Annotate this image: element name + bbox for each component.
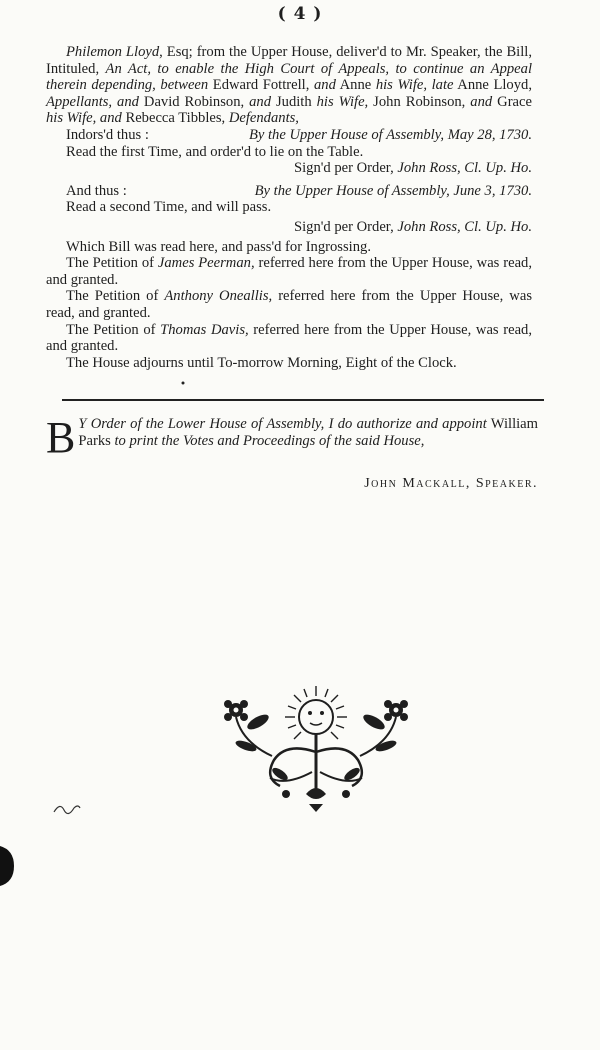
- second-signature: Sign'd per Order, John Ross, Cl. Up. Ho.: [294, 218, 532, 235]
- endorsement-first-header: Indors'd thus : By the Upper House of Assembly, May 28, 1730.: [66, 126, 532, 143]
- binding-hole-mark: [0, 846, 14, 886]
- petition-oneallis: The Petition of Anthony Oneallis, referred here from the Upper House, was read, and granted.: [46, 288, 533, 321]
- first-signature: Sign'd per Order, John Ross, Cl. Up. Ho.: [294, 160, 532, 177]
- petition-davis: The Petition of Thomas Davis, referred here from the Upper House, was read, and granted.: [46, 321, 532, 355]
- second-reading: Read a second Time, and will pass.: [66, 199, 272, 216]
- bill-paragraph: Philemon Lloyd, Esq; from the Upper House, deliver'd to Mr. Speaker, the Bill, Intituled, An Act, to enable the High Court of Appeals, to continue an Appeal therein depending, between Edward Fottrell, and Anne his Wife, late Anne Lloyd, Appellants, and David Robinson, and Judith his Wife, John Robinson, and Grace his Wife, and Rebecca Tibbles, Defendants,: [46, 44, 532, 127]
- speaker-signature: John Mackall, Speaker.: [364, 476, 538, 491]
- endorsement-second-header: And thus : By the Upper House of Assembly, June 3, 1730.: [66, 182, 532, 199]
- first-reading: Read the first Time, and order'd to lie on the Table.: [66, 143, 364, 160]
- section-divider: [62, 399, 544, 401]
- bill-passed-line: Which Bill was read here, and pass'd for Ingrossing.: [66, 238, 371, 255]
- sender-name: Philemon Lloyd: [66, 44, 160, 60]
- pen-squiggle-mark: [52, 800, 82, 820]
- page-number: ( 4 ): [277, 4, 323, 24]
- drop-cap: B: [46, 413, 76, 462]
- ink-speck-mark: [180, 380, 186, 386]
- printing-order: B Y Order of the Lower House of Assembly, I do authorize and appoint William Parks to print the Votes and Proceedings of the said House,: [46, 413, 539, 462]
- journal-body: [46, 44, 532, 371]
- adjournment-line: The House adjourns until To-morrow Morning, Eight of the Clock.: [66, 354, 457, 371]
- sun-flower-ornament-icon: [216, 682, 416, 812]
- petition-peerman: The Petition of James Peerman, referred here from the Upper House, was read, and granted.: [46, 255, 532, 288]
- bill-title: An Act, to enable the High Court of Appeals, to continue an Appeal therein depending, between: [46, 60, 532, 94]
- printer-name: William Parks: [78, 416, 539, 449]
